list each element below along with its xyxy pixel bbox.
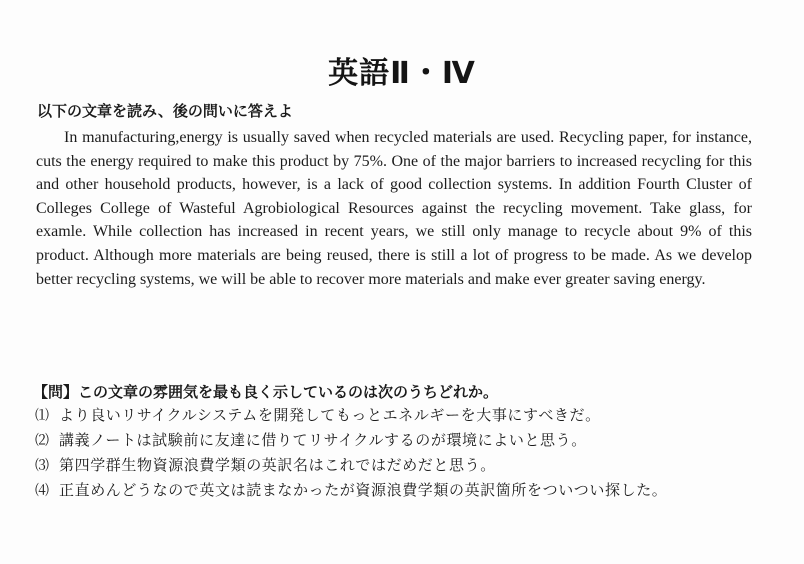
answer-option-1 xyxy=(35,404,667,429)
option-number: ⑴ xyxy=(35,408,49,424)
answer-option-3 xyxy=(35,454,667,479)
option-number: ⑶ xyxy=(35,458,49,474)
option-text: 第四学群生物資源浪費学類の英訳名はこれではだめだと思う。 xyxy=(59,456,496,474)
option-text: 正直めんどうなので英文は読まなかったが資源浪費学類の英訳箇所をついつい探した。 xyxy=(59,481,668,499)
option-text: より良いリサイクルシステムを開発してもっとエネルギーを大事にすべきだ。 xyxy=(59,406,601,424)
reading-passage: In manufacturing,energy is usually saved when recycled materials are used. Recycling paper, for instance, cuts the energy required to make this product by 75%. One of the major barriers to increased recycling for this and other household products, however, is a lack of good collection systems. In addition Fourth Cluster of Colleges College of Wasteful Agrobiological Resources against the recycling movement. Take glass, for examle. While collection has increased in recent years, we still only manage to recycle about 9% of this product. Although more materials are being reused, there is still a lot of progress to be made. As we develop better recycling systems, we will be able to recover more materials and make ever greater saving energy. xyxy=(36,129,752,288)
question-prompt: 【問】この文章の雰囲気を最も良く示しているのは次のうちどれか。 xyxy=(33,383,499,401)
answer-options xyxy=(35,404,667,504)
option-number: ⑷ xyxy=(35,483,49,499)
instruction-text: 以下の文章を読み、後の問いに答えよ xyxy=(37,102,293,120)
page-title: 英語Ⅱ・Ⅳ xyxy=(328,56,476,91)
option-number: ⑵ xyxy=(35,433,49,449)
answer-option-4 xyxy=(35,479,667,504)
answer-option-2 xyxy=(35,429,667,454)
option-text: 講義ノートは試験前に友達に借りてリサイクルするのが環境によいと思う。 xyxy=(59,431,587,449)
